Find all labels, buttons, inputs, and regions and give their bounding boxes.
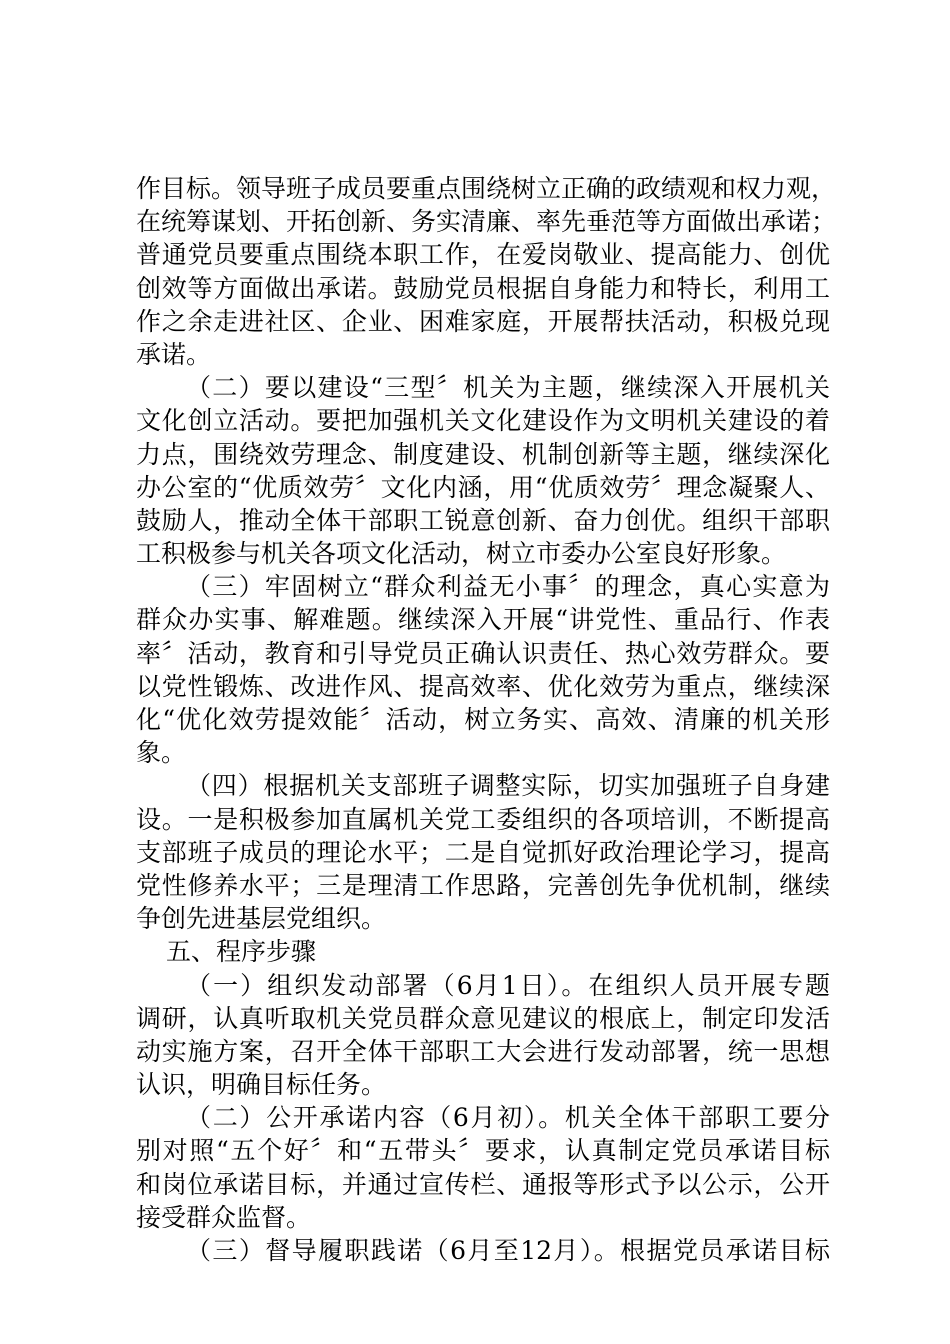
text-line: 群众办实事、解难题。继续深入开展“讲党性、重品行、作表 bbox=[136, 605, 830, 635]
text-line: 争创先进基层党组织。 bbox=[136, 904, 387, 934]
text-line: 作之余走进社区、企业、困难家庭，开展帮扶活动，积极兑现 bbox=[136, 306, 830, 336]
paragraph-start-line: （一）组织发动部署（6月1日）。在组织人员开展专题 bbox=[186, 970, 830, 1000]
text-line: 党性修养水平；三是理清工作思路，完善创先争优机制，继续 bbox=[136, 870, 830, 900]
text-line: 率〞活动，教育和引导党员正确认识责任、热心效劳群众。要 bbox=[136, 638, 830, 668]
text-line: 动实施方案，召开全体干部职工大会进行发动部署，统一思想 bbox=[136, 1036, 830, 1066]
text-line: 文化创立活动。要把加强机关文化建设作为文明机关建设的着 bbox=[136, 406, 830, 436]
paragraph-start-line: （三）牢固树立“群众利益无小事〞的理念，真心实意为 bbox=[186, 572, 830, 602]
text-line: 象。 bbox=[136, 738, 187, 768]
document-body bbox=[136, 172, 837, 1267]
text-line: 工积极参与机关各项文化活动，树立市委办公室良好形象。 bbox=[136, 539, 787, 569]
paragraph-start-line: （二）要以建设“三型〞机关为主题，继续深入开展机关 bbox=[186, 373, 830, 403]
text-line: 设。一是积极参加直属机关党工委组织的各项培训，不断提高 bbox=[136, 804, 830, 834]
text-line: 普通党员要重点围绕本职工作，在爱岗敬业、提高能力、创优 bbox=[136, 240, 830, 270]
text-line: 别对照“五个好〞和“五带头〞要求，认真制定党员承诺目标 bbox=[136, 1136, 830, 1166]
paragraph-start-line: （四）根据机关支部班子调整实际，切实加强班子自身建 bbox=[186, 771, 830, 801]
text-line: 调研，认真听取机关党员群众意见建议的根底上，制定印发活 bbox=[136, 1003, 830, 1033]
text-line: 认识，明确目标任务。 bbox=[136, 1070, 387, 1100]
text-line: 鼓励人，推动全体干部职工锐意创新、奋力创优。组织干部职 bbox=[136, 505, 830, 535]
text-line: 创效等方面做出承诺。鼓励党员根据自身能力和特长，利用工 bbox=[136, 273, 830, 303]
section-heading: 五、程序步骤 bbox=[166, 937, 317, 967]
text-line: 接受群众监督。 bbox=[136, 1202, 312, 1232]
paragraph-start-line: （三）督导履职践诺（6月至12月）。根据党员承诺目标 bbox=[186, 1236, 830, 1265]
text-line: 支部班子成员的理论水平；二是自觉抓好政治理论学习，提高 bbox=[136, 837, 830, 867]
text-line: 承诺。 bbox=[136, 339, 212, 369]
text-line: 化“优化效劳提效能〞活动，树立务实、高效、清廉的机关形 bbox=[136, 705, 830, 734]
paragraph-start-line: （二）公开承诺内容（6月初）。机关全体干部职工要分 bbox=[186, 1103, 830, 1133]
text-line: 力点，围绕效劳理念、制度建设、机制创新等主题，继续深化 bbox=[136, 439, 830, 469]
text-line: 和岗位承诺目标，并通过宣传栏、通报等形式予以公示，公开 bbox=[136, 1169, 830, 1199]
text-line: 以党性锻炼、改进作风、提高效率、优化效劳为重点，继续深 bbox=[136, 671, 830, 701]
text-line: 作目标。领导班子成员要重点围绕树立正确的政绩观和权力观， bbox=[136, 174, 837, 203]
text-line: 办公室的“优质效劳〞文化内涵，用“优质效劳〞理念凝聚人、 bbox=[136, 472, 830, 502]
text-line: 在统筹谋划、开拓创新、务实清廉、率先垂范等方面做出承诺； bbox=[136, 207, 837, 237]
